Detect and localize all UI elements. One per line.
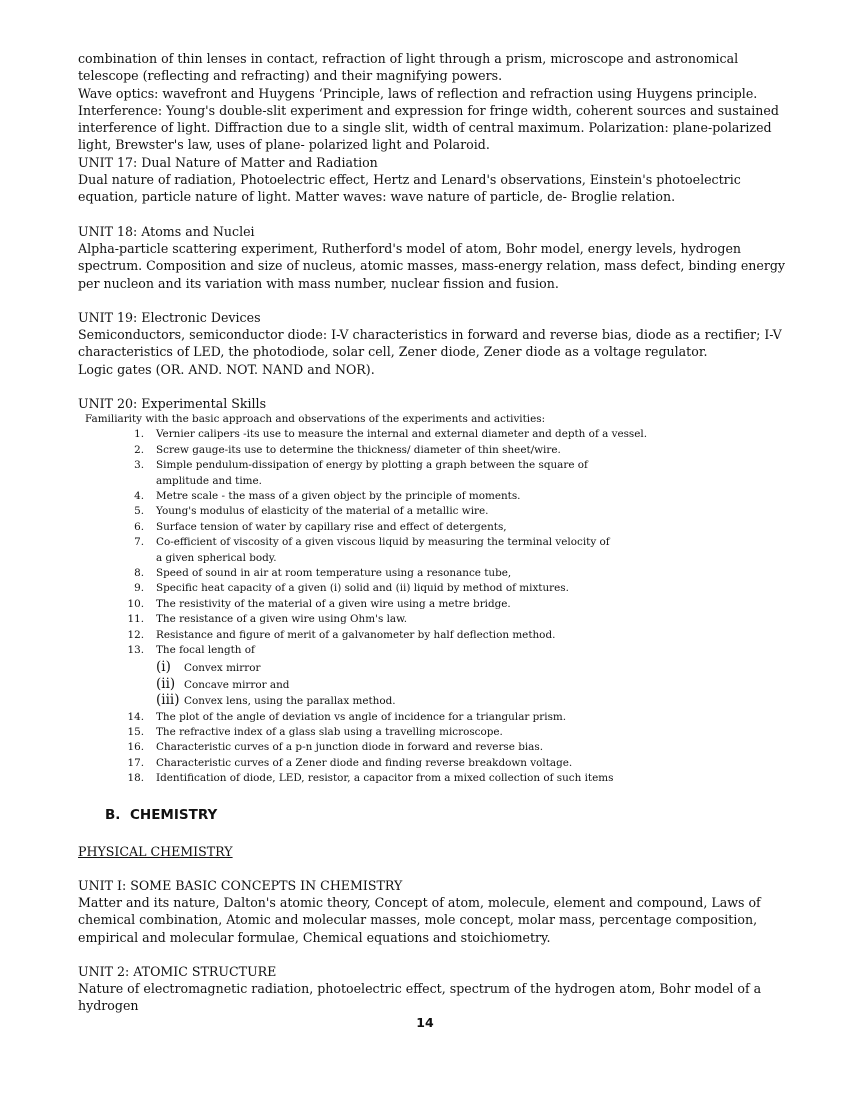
unit20-intro: Familiarity with the basic approach and observations of the experiments and activities:: [85, 413, 546, 426]
unit19-logic-gates: Logic gates (OR. AND. NOT. NAND and NOR).: [78, 361, 375, 377]
experiment-list: [78, 427, 794, 786]
sublist-item: (i) Convex mirror: [156, 659, 261, 676]
section-heading-chemistry: [105, 807, 794, 823]
document-page: [78, 50, 794, 1015]
list-item: 18. Identification of diode, LED, resistor, a capacitor from a mixed collection of such items: [127, 772, 614, 785]
paragraph-interference: Interference: Young's double-slit experiment and expression for fringe width, coherent sources and sustained interference of light. Diffraction due to a single slit, width of central maximum. Polarization: plane-polarized light, Brewster's law, uses of plane- polarized light and Polaroid.: [78, 102, 779, 153]
list-item: 15. The refractive index of a glass slab using a travelling microscope.: [127, 726, 503, 739]
unit19-title: UNIT 19: Electronic Devices: [78, 309, 261, 325]
chem-unit2-body: Nature of electromagnetic radiation, photoelectric effect, spectrum of the hydrogen atom, Bohr model of a hydrogen: [78, 981, 762, 1014]
list-item: 7. Co-efficient of viscosity of a given viscous liquid by measuring the terminal velocity of a given spherical body.: [134, 536, 610, 564]
list-item: 11. The resistance of a given wire using Ohm's law.: [127, 613, 408, 626]
unit20-title: UNIT 20: Experimental Skills: [78, 396, 267, 412]
page-number: 14: [416, 1015, 434, 1030]
list-item: 5. Young's modulus of elasticity of the material of a metallic wire.: [134, 505, 489, 518]
sublist-item: (iii) Convex lens, using the parallax method.: [156, 692, 396, 709]
list-item: 6. Surface tension of water by capillary rise and effect of detergents,: [134, 520, 507, 533]
chem-unit2-title: UNIT 2: ATOMIC STRUCTURE: [78, 963, 277, 979]
sublist-item: (ii) Concave mirror and: [156, 675, 290, 692]
list-item: 12. Resistance and figure of merit of a galvanometer by half deflection method.: [127, 628, 556, 641]
unit18-body: Alpha-particle scattering experiment, Rutherford's model of atom, Bohr model, energy levels, hydrogen spectrum. Composition and size of nucleus, atomic masses, mass-energy relation, mass defect, binding energy per nucleon and its variation with mass number, nuclear fission and fusion.: [78, 240, 786, 291]
chem-unit1-title: UNIT I: SOME BASIC CONCEPTS IN CHEMISTRY: [78, 877, 403, 893]
unit17-body: Dual nature of radiation, Photoelectric effect, Hertz and Lenard's observations, Einstein's photoelectric equation, particle nature of light. Matter waves: wave nature of particle, de- Broglie relation.: [78, 172, 741, 205]
list-item: 9. Specific heat capacity of a given (i) solid and (ii) liquid by method of mixtures.: [134, 582, 569, 595]
paragraph-wave-optics: Wave optics: wavefront and Huygens ‘Principle, laws of reflection and refraction using Huygens principle.: [78, 85, 758, 101]
unit17-title: UNIT 17: Dual Nature of Matter and Radiation: [78, 154, 378, 170]
list-item: 13. The focal length of (i) Convex mirror (ii) Concave mirror and (iii) Convex lens, using the parallax method.: [78, 643, 794, 710]
chem-unit1-body: Matter and its nature, Dalton's atomic theory, Concept of atom, molecule, element and compound, Laws of chemical combination, Atomic and molecular masses, mole concept, molar mass, percentage composition, empirical and molecular formulae, Chemical equations and stoichiometry.: [78, 894, 761, 945]
list-item: 16. Characteristic curves of a p-n junction diode in forward and reverse bias.: [127, 741, 544, 754]
list-item: 17. Characteristic curves of a Zener diode and finding reverse breakdown voltage.: [127, 756, 573, 769]
section-letter: B.: [105, 806, 121, 823]
focal-length-sublist: [156, 660, 794, 709]
physical-chemistry-heading: PHYSICAL CHEMISTRY: [78, 843, 233, 859]
unit18-title: UNIT 18: Atoms and Nuclei: [78, 223, 255, 239]
list-item: 8. Speed of sound in air at room temperature using a resonance tube,: [134, 567, 512, 579]
list-item: 1. Vernier calipers -its use to measure the internal and external diameter and depth of a vessel.: [134, 428, 648, 441]
list-item: 14. The plot of the angle of deviation vs angle of incidence for a triangular prism.: [127, 710, 567, 723]
list-item: 10. The resistivity of the material of a given wire using a metre bridge.: [127, 597, 511, 610]
section-title: CHEMISTRY: [130, 806, 218, 823]
paragraph-optics-continued: combination of thin lenses in contact, refraction of light through a prism, microscope and astronomical telescope (reflecting and refracting) and their magnifying powers.: [78, 51, 739, 84]
unit19-body: Semiconductors, semiconductor diode: I-V characteristics in forward and reverse bias, diode as a rectifier; I-V characteristics of LED, the photodiode, solar cell, Zener diode, Zener diode as a voltage regulator.: [78, 327, 782, 360]
list-item: 3. Simple pendulum-dissipation of energy by plotting a graph between the square of amplitude and time.: [134, 459, 588, 487]
list-item: 2. Screw gauge-its use to determine the thickness/ diameter of thin sheet/wire.: [134, 443, 561, 456]
list-item: 4. Metre scale - the mass of a given object by the principle of moments.: [134, 489, 521, 502]
